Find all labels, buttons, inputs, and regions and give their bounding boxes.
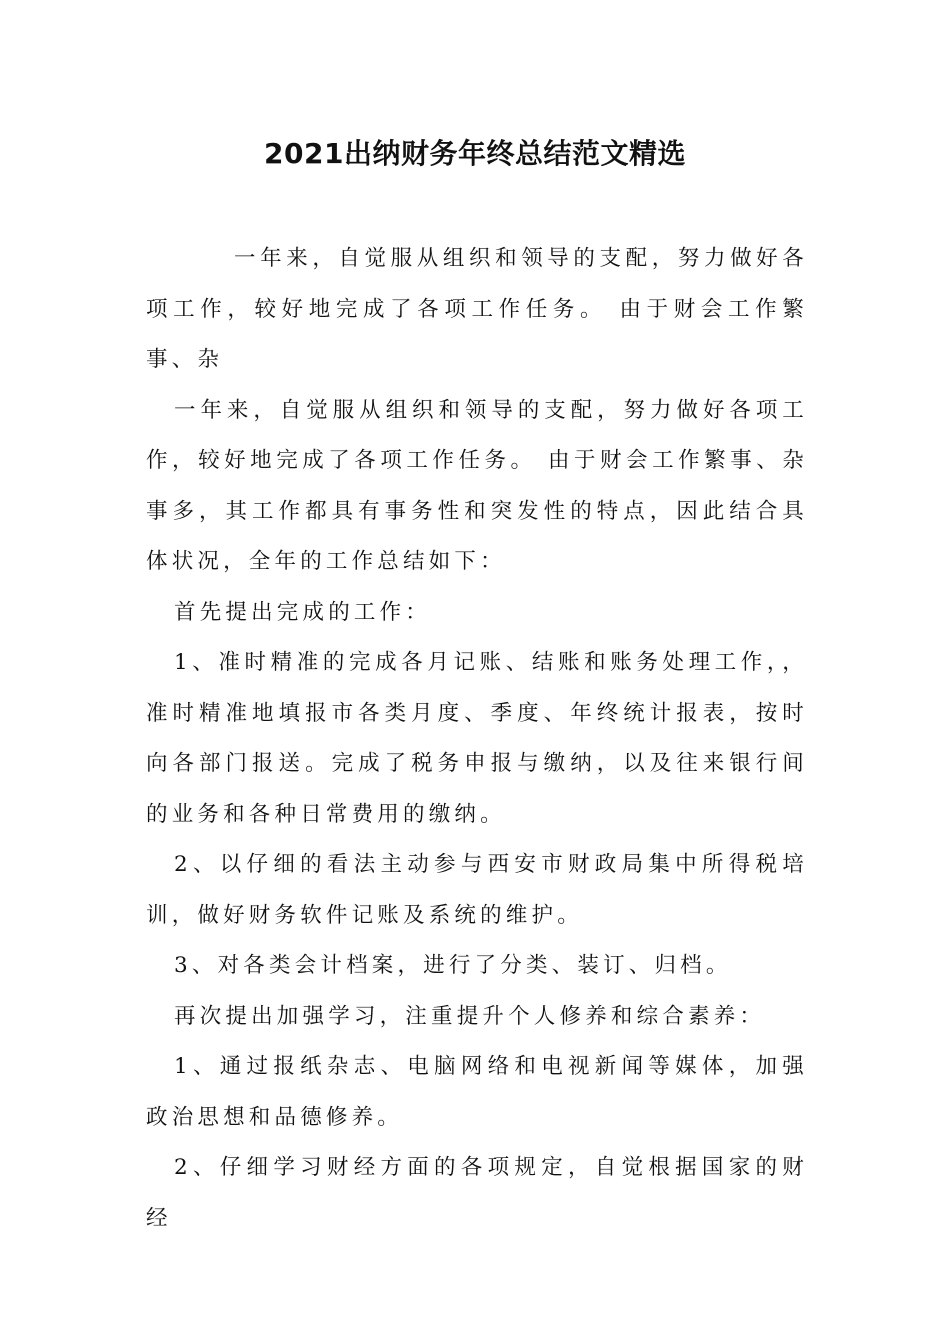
paragraph-work-item-3: 3、对各类会计档案，进行了分类、装订、归档。 bbox=[174, 953, 732, 978]
paragraph-intro: 一年来，自觉服从组织和领导的支配，努力做好各项工作，较好地完成了各项工作任务。 由于财会工作繁事、杂事多，其工作都具有事务性和突发性的特点，因此结合具体状况，全年的工作总结如下： bbox=[146, 397, 808, 574]
paragraph-section-heading-study: 再次提出加强学习，注重提升个人修养和综合素养： bbox=[174, 1003, 766, 1029]
document-body bbox=[146, 234, 808, 1244]
paragraph-study-item-2: 2、仔细学习财经方面的各项规定，自觉根据国家的财经 bbox=[146, 1155, 808, 1231]
paragraph-intro-fragment: 一年来，自觉服从组织和领导的支配，努力做好各项工作，较好地完成了各项工作任务。 由于财会工作繁事、杂 bbox=[146, 246, 808, 372]
paragraph-section-heading-work: 首先提出完成的工作： bbox=[174, 599, 432, 625]
paragraph-study-item-1: 1、通过报纸杂志、电脑网络和电视新闻等媒体，加强政治思想和品德修养。 bbox=[146, 1054, 808, 1130]
paragraph-work-item-1: 1、准时精准的完成各月记账、结账和账务处理工作，，准时精准地填报市各类月度、季度、年终统计报表，按时向各部门报送。完成了税务申报与缴纳，以及往来银行间的业务和各种日常费用的缴纳。 bbox=[146, 650, 808, 827]
paragraph-work-item-2: 2、以仔细的看法主动参与西安市财政局集中所得税培训，做好财务软件记账及系统的维护。 bbox=[146, 852, 808, 928]
document-title: 2021出纳财务年终总结范文精选 bbox=[264, 137, 686, 170]
